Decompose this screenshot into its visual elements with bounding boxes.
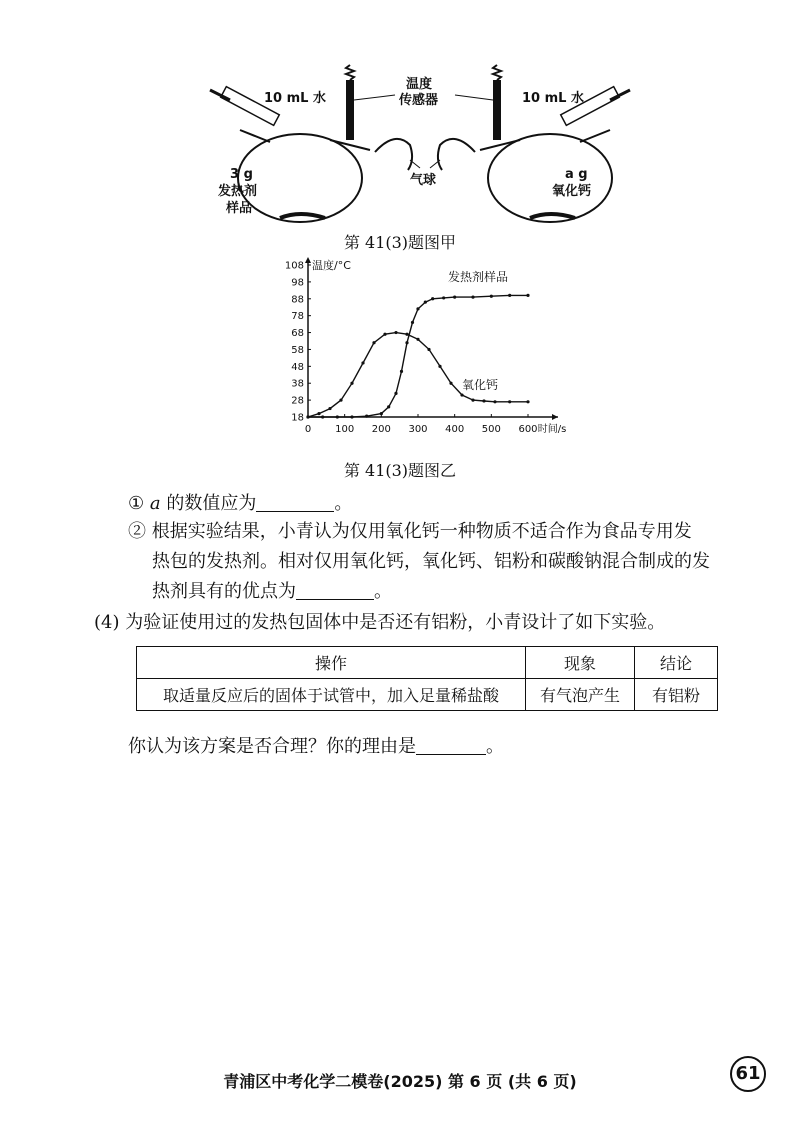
data-point xyxy=(339,399,342,402)
answer-blank-3[interactable] xyxy=(416,734,486,755)
data-point xyxy=(526,400,529,403)
label-sensor-line1: 温度 xyxy=(406,77,433,92)
data-point xyxy=(321,415,324,418)
label-sample-mass: 3 g xyxy=(230,167,253,182)
y-tick-label: 98 xyxy=(291,277,304,289)
data-point xyxy=(526,294,529,297)
data-point xyxy=(508,294,511,297)
y-tick-label: 68 xyxy=(291,328,304,340)
data-point xyxy=(471,295,474,298)
annotation-sample: 发热剂样品 xyxy=(448,270,509,284)
data-point xyxy=(442,296,445,299)
y-tick-label: 18 xyxy=(291,412,304,424)
data-point xyxy=(405,333,408,336)
y-tick-label: 58 xyxy=(291,344,304,356)
label-water-left: 10 mL 水 xyxy=(264,91,326,106)
x-tick-label: 200 xyxy=(371,424,391,435)
question-4-follow: 你认为该方案是否合理？你的理由是 。 xyxy=(128,736,504,757)
x-tick-label: 400 xyxy=(445,424,465,435)
label-sensor-line2: 传感器 xyxy=(399,93,439,108)
data-point xyxy=(394,392,397,395)
header-phenomenon: 现象 xyxy=(526,647,635,679)
series-line-2 xyxy=(308,333,528,417)
figure-b-caption: 第 41(3)题图乙 xyxy=(343,461,457,480)
answer-blank-2[interactable] xyxy=(296,579,374,600)
question-2-line1: ② 根据实验结果，小青认为仅用氧化钙一种物质不适合作为食品专用发 xyxy=(128,521,692,542)
x-tick-label: 100 xyxy=(335,424,355,435)
label-cao: 氧化钙 xyxy=(552,184,592,199)
data-point xyxy=(372,341,375,344)
data-point xyxy=(336,415,339,418)
answer-blank-1[interactable] xyxy=(256,491,334,512)
y-tick-label: 28 xyxy=(291,395,304,407)
x-tick-label: 300 xyxy=(408,424,428,435)
x-tick-label: 500 xyxy=(481,424,501,435)
data-point xyxy=(508,400,511,403)
y-tick-label: 78 xyxy=(291,311,304,323)
figure-a-caption: 第 41(3)题图甲 xyxy=(343,233,457,252)
y-tick-label: 108 xyxy=(284,260,304,272)
x-tick-label: 0 xyxy=(304,424,312,435)
data-point xyxy=(490,295,493,298)
data-point xyxy=(416,307,419,310)
y-tick-label: 48 xyxy=(291,361,304,373)
question-4: (4) 为验证使用过的发热包固体中是否还有铝粉，小青设计了如下实验。 xyxy=(94,612,666,633)
y-tick-label: 88 xyxy=(291,294,304,306)
header-operation: 操作 xyxy=(137,647,526,679)
data-point xyxy=(400,370,403,373)
data-point xyxy=(365,415,368,418)
x-axis-arrow xyxy=(552,414,558,420)
data-point xyxy=(482,399,485,402)
data-point xyxy=(350,382,353,385)
cell-conclusion: 有铝粉 xyxy=(635,679,718,711)
question-2-line3: 热剂具有的优点为 。 xyxy=(152,581,392,602)
data-point xyxy=(416,338,419,341)
label-cao-mass: a g xyxy=(565,167,588,182)
data-point xyxy=(411,321,414,324)
variable-a: a xyxy=(149,493,161,514)
x-tick-label: 600 xyxy=(518,424,538,435)
data-point xyxy=(424,301,427,304)
page-footer: 青浦区中考化学二模卷(2025) 第 6 页 (共 6 页) xyxy=(223,1072,577,1091)
question-1: ① a 的数值应为 。 xyxy=(128,493,353,514)
annotation-cao: 氧化钙 xyxy=(462,378,499,392)
data-point xyxy=(306,415,309,418)
y-tick-label: 38 xyxy=(291,378,304,390)
data-point xyxy=(361,361,364,364)
data-point xyxy=(460,393,463,396)
data-point xyxy=(350,415,353,418)
header-conclusion: 结论 xyxy=(635,647,718,679)
label-water-right: 10 mL 水 xyxy=(522,91,584,106)
y-axis-label: 温度/°C xyxy=(312,259,351,272)
table-header-row xyxy=(137,647,718,679)
data-point xyxy=(438,365,441,368)
cell-phenomenon: 有气泡产生 xyxy=(526,679,635,711)
cell-operation: 取适量反应后的固体于试管中，加入足量稀盐酸 xyxy=(137,679,526,711)
x-axis-label: 时间/s xyxy=(537,424,567,435)
data-point xyxy=(449,382,452,385)
temperature-chart xyxy=(270,255,570,450)
data-point xyxy=(453,295,456,298)
label-balloon: 气球 xyxy=(410,173,437,188)
data-point xyxy=(431,297,434,300)
data-point xyxy=(317,412,320,415)
data-point xyxy=(387,405,390,408)
data-point xyxy=(394,331,397,334)
apparatus-diagram xyxy=(180,60,660,230)
table-row xyxy=(137,679,718,711)
data-point xyxy=(328,407,331,410)
data-point xyxy=(383,333,386,336)
page-badge: 61 xyxy=(730,1056,766,1092)
data-point xyxy=(380,412,383,415)
data-point xyxy=(493,400,496,403)
label-sample-line2: 样品 xyxy=(226,201,253,216)
data-point xyxy=(405,341,408,344)
data-point xyxy=(471,399,474,402)
question-2-line2: 热包的发热剂。相对仅用氧化钙，氧化钙、铝粉和碳酸钠混合制成的发 xyxy=(152,551,710,572)
y-axis-arrow xyxy=(305,257,311,263)
label-sample-line1: 发热剂 xyxy=(218,184,258,199)
data-point xyxy=(427,348,430,351)
experiment-table xyxy=(136,646,718,711)
